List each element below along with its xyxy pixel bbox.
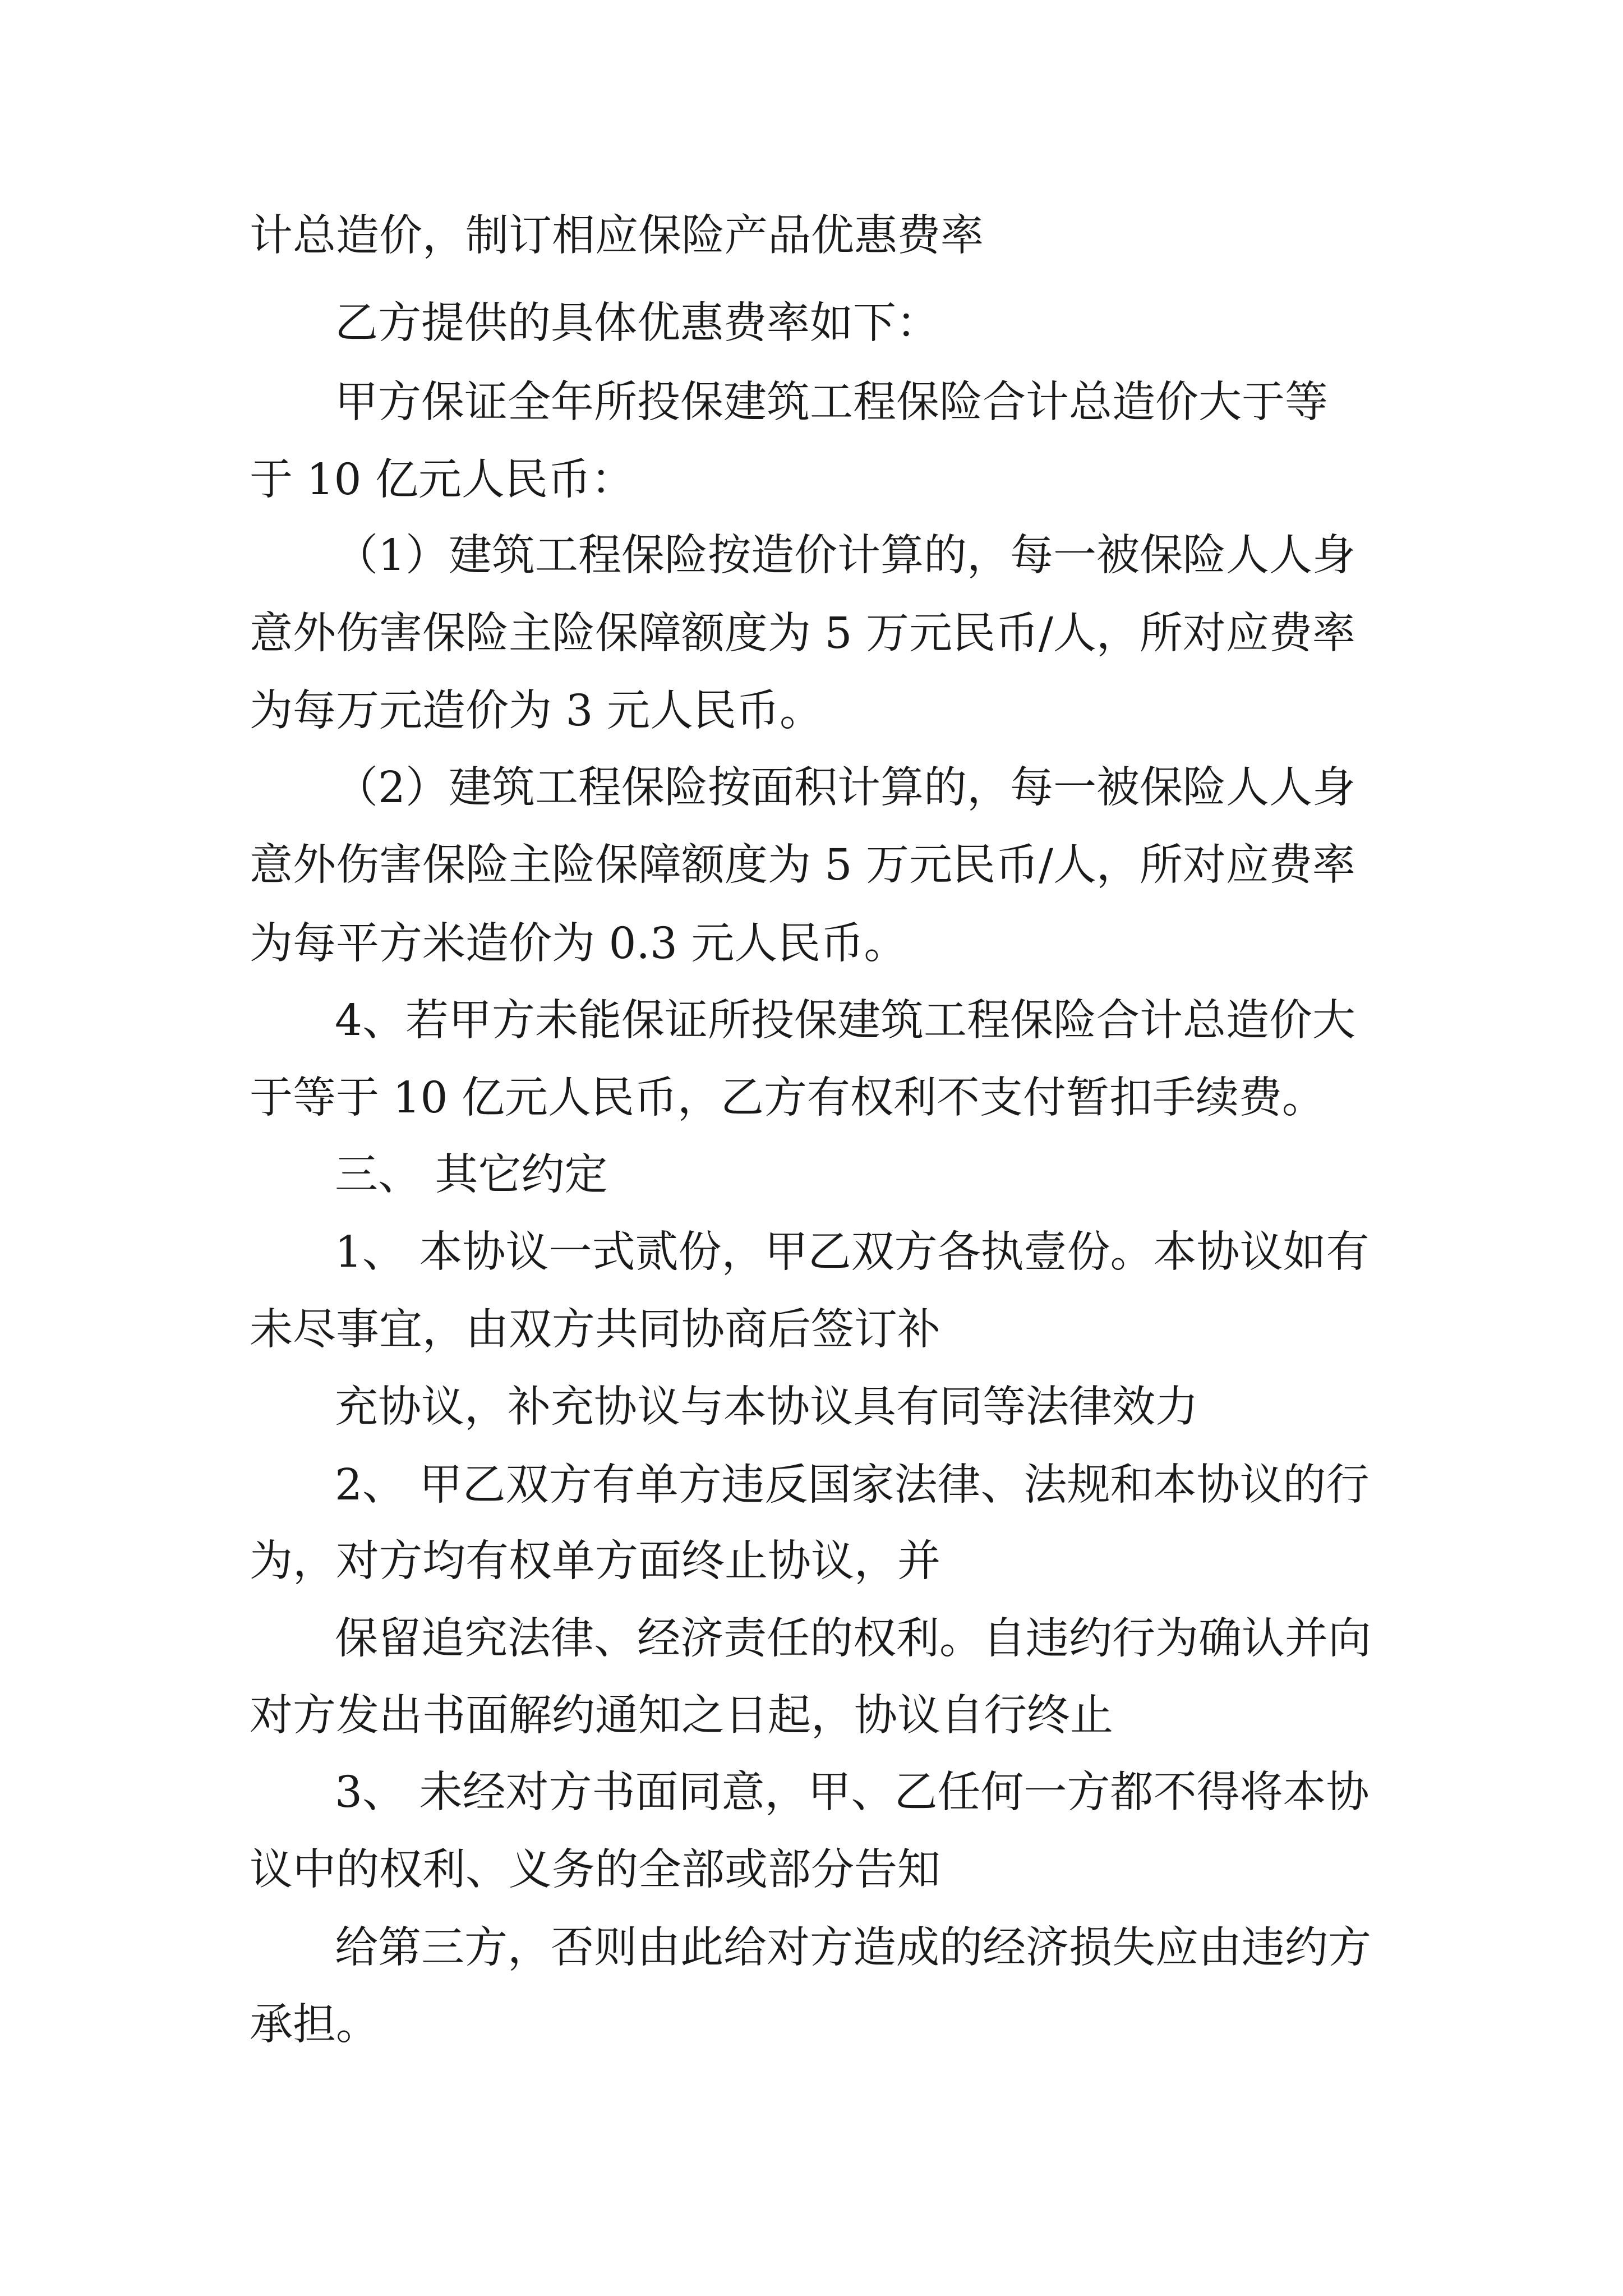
text-line: 为，对方均有权单方面终止协议，并	[250, 1536, 940, 1586]
text-line: 充协议，补充协议与本协议具有同等法律效力	[335, 1382, 1198, 1432]
text-line: 为每平方米造价为 0.3 元人民币。	[250, 919, 907, 969]
text-line: 计总造价，制订相应保险产品优惠费率	[250, 211, 984, 261]
text-line: 1、 本协议一式贰份，甲乙双方各执壹份。本协议如有	[335, 1227, 1370, 1277]
text-line: 议中的权利、义务的全部或部分告知	[250, 1845, 940, 1895]
text-line: 甲方保证全年所投保建筑工程保险合计总造价大于等	[335, 378, 1328, 427]
text-line: 承担。	[250, 2000, 379, 2050]
text-line: 意外伤害保险主险保障额度为 5 万元民币/人，所对应费率	[250, 840, 1355, 890]
text-line: 2、 甲乙双方有单方违反国家法律、法规和本协议的行	[335, 1460, 1370, 1510]
text-line: 保留追究法律、经济责任的权利。自违约行为确认并向	[335, 1614, 1371, 1664]
text-line: 意外伤害保险主险保障额度为 5 万元民币/人，所对应费率	[250, 609, 1355, 659]
text-line: 对方发出书面解约通知之日起，协议自行终止	[250, 1691, 1113, 1741]
text-line: 给第三方，否则由此给对方造成的经济损失应由违约方	[335, 1923, 1371, 1973]
text-line: 乙方提供的具体优惠费率如下：	[335, 298, 939, 348]
text-line: 为每万元造价为 3 元人民币。	[250, 686, 823, 736]
text-line: 4、若甲方未能保证所投保建筑工程保险合计总造价大	[335, 996, 1355, 1046]
text-line: 于 10 亿元人民币：	[250, 455, 634, 505]
text-line: 于等于 10 亿元人民币，乙方有权利不支付暂扣手续费。	[250, 1073, 1325, 1123]
text-line: （2）建筑工程保险按面积计算的，每一被保险人人身	[335, 763, 1355, 813]
text-line: 未尽事宜，由双方共同协商后签订补	[250, 1305, 940, 1355]
text-line: （1）建筑工程保险按造价计算的，每一被保险人人身	[335, 531, 1355, 581]
text-line: 3、 未经对方书面同意，甲、乙任何一方都不得将本协	[335, 1768, 1370, 1818]
section-heading: 三、 其它约定	[335, 1150, 608, 1200]
